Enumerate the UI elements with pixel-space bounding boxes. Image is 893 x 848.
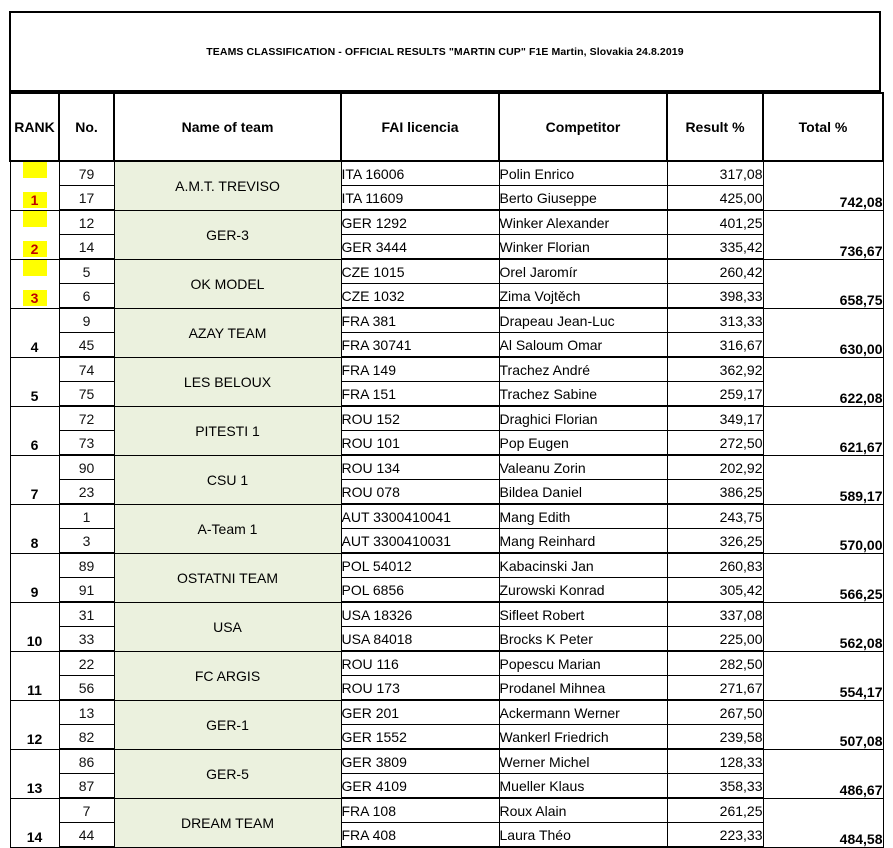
competitor-number: 91 — [59, 578, 114, 603]
table-body — [10, 161, 883, 847]
team-name: CSU 1 — [114, 455, 341, 504]
rank-highlight — [23, 162, 47, 178]
fai-licence: GER 201 — [341, 700, 499, 725]
team-name: OK MODEL — [114, 259, 341, 308]
fai-licence: POL 54012 — [341, 553, 499, 578]
rank-number: 8 — [30, 534, 39, 551]
fai-licence: GER 3809 — [341, 749, 499, 774]
competitor-number: 13 — [59, 700, 114, 725]
competitor-number: 82 — [59, 725, 114, 750]
result-percent: 202,92 — [667, 455, 763, 480]
rank-cell — [10, 504, 59, 553]
competitor-number: 17 — [59, 186, 114, 211]
result-percent: 305,42 — [667, 578, 763, 603]
fai-licence: FRA 30741 — [341, 333, 499, 358]
competitor-name: Bildea Daniel — [499, 480, 667, 505]
rank-cell — [10, 553, 59, 602]
header-competitor: Competitor — [499, 93, 667, 161]
result-percent: 272,50 — [667, 431, 763, 456]
competitor-number: 73 — [59, 431, 114, 456]
competitor-name: Winker Alexander — [499, 210, 667, 235]
fai-licence: FRA 149 — [341, 357, 499, 382]
team-total: 507,08 — [763, 700, 883, 749]
fai-licence: FRA 108 — [341, 798, 499, 823]
competitor-number: 90 — [59, 455, 114, 480]
fai-licence: ROU 101 — [341, 431, 499, 456]
competitor-name: Mang Edith — [499, 504, 667, 529]
competitor-name: Zima Vojtěch — [499, 284, 667, 309]
result-percent: 260,83 — [667, 553, 763, 578]
rank-highlight — [23, 260, 47, 276]
result-percent: 335,42 — [667, 235, 763, 260]
rank-cell — [10, 798, 59, 847]
competitor-name: Trachez Sabine — [499, 382, 667, 407]
rank-cell — [10, 259, 59, 308]
fai-licence: FRA 408 — [341, 823, 499, 848]
team-total: 570,00 — [763, 504, 883, 553]
rank-cell — [10, 357, 59, 406]
competitor-name: Valeanu Zorin — [499, 455, 667, 480]
team-name: A.M.T. TREVISO — [114, 161, 341, 210]
fai-licence: ROU 152 — [341, 406, 499, 431]
team-name: DREAM TEAM — [114, 798, 341, 847]
team-total: 736,67 — [763, 210, 883, 259]
team-total: 621,67 — [763, 406, 883, 455]
header-no: No. — [59, 93, 114, 161]
result-percent: 225,00 — [667, 627, 763, 652]
competitor-number: 14 — [59, 235, 114, 260]
fai-licence: ROU 173 — [341, 676, 499, 701]
rank-cell — [10, 210, 59, 259]
team-name: GER-3 — [114, 210, 341, 259]
team-total: 742,08 — [763, 161, 883, 210]
competitor-name: Trachez André — [499, 357, 667, 382]
competitor-number: 23 — [59, 480, 114, 505]
result-percent: 223,33 — [667, 823, 763, 848]
rank-number: 4 — [30, 338, 39, 355]
fai-licence: GER 3444 — [341, 235, 499, 260]
competitor-name: Mang Reinhard — [499, 529, 667, 554]
rank-cell — [10, 749, 59, 798]
result-percent: 337,08 — [667, 602, 763, 627]
competitor-number: 44 — [59, 823, 114, 848]
result-percent: 316,67 — [667, 333, 763, 358]
competitor-number: 89 — [59, 553, 114, 578]
table-row — [10, 651, 883, 676]
competitor-number: 22 — [59, 651, 114, 676]
competitor-name: Draghici Florian — [499, 406, 667, 431]
team-name: FC ARGIS — [114, 651, 341, 700]
team-results-table — [9, 92, 884, 848]
table-row — [10, 406, 883, 431]
rank-number: 11 — [27, 681, 42, 698]
fai-licence: GER 1552 — [341, 725, 499, 750]
table-row — [10, 308, 883, 333]
result-percent: 282,50 — [667, 651, 763, 676]
competitor-name: Zurowski Konrad — [499, 578, 667, 603]
competitor-name: Laura Théo — [499, 823, 667, 848]
competitor-name: Wankerl Friedrich — [499, 725, 667, 750]
competitor-number: 7 — [59, 798, 114, 823]
table-row — [10, 357, 883, 382]
competitor-number: 31 — [59, 602, 114, 627]
competitor-name: Prodanel Mihnea — [499, 676, 667, 701]
result-percent: 267,50 — [667, 700, 763, 725]
competitor-name: Polin Enrico — [499, 161, 667, 186]
team-name: LES BELOUX — [114, 357, 341, 406]
competitor-number: 79 — [59, 161, 114, 186]
team-name: PITESTI 1 — [114, 406, 341, 455]
fai-licence: USA 84018 — [341, 627, 499, 652]
competitor-name: Mueller Klaus — [499, 774, 667, 799]
fai-licence: USA 18326 — [341, 602, 499, 627]
header-row — [10, 93, 883, 161]
team-total: 658,75 — [763, 259, 883, 308]
header-team: Name of team — [114, 93, 341, 161]
fai-licence: GER 4109 — [341, 774, 499, 799]
competitor-number: 72 — [59, 406, 114, 431]
rank-cell — [10, 161, 59, 210]
result-percent: 398,33 — [667, 284, 763, 309]
result-percent: 259,17 — [667, 382, 763, 407]
result-percent: 326,25 — [667, 529, 763, 554]
competitor-number: 33 — [59, 627, 114, 652]
table-row — [10, 553, 883, 578]
team-name: AZAY TEAM — [114, 308, 341, 357]
competitor-name: Kabacinski Jan — [499, 553, 667, 578]
rank-number: 10 — [26, 632, 43, 649]
competitor-number: 1 — [59, 504, 114, 529]
rank-number: 12 — [26, 730, 43, 747]
team-total: 622,08 — [763, 357, 883, 406]
result-percent: 425,00 — [667, 186, 763, 211]
header-total: Total % — [763, 93, 883, 161]
team-name: GER-1 — [114, 700, 341, 749]
result-percent: 401,25 — [667, 210, 763, 235]
team-total: 486,67 — [763, 749, 883, 798]
rank-number: 1 — [23, 192, 47, 208]
fai-licence: GER 1292 — [341, 210, 499, 235]
result-percent: 239,58 — [667, 725, 763, 750]
result-percent: 362,92 — [667, 357, 763, 382]
table-row — [10, 602, 883, 627]
header-fai: FAI licencia — [341, 93, 499, 161]
rank-number: 14 — [26, 828, 43, 845]
table-row — [10, 798, 883, 823]
rank-cell — [10, 602, 59, 651]
fai-licence: ROU 116 — [341, 651, 499, 676]
competitor-number: 5 — [59, 259, 114, 284]
table-row — [10, 259, 883, 284]
rank-number: 5 — [30, 387, 39, 404]
competitor-name: Drapeau Jean-Luc — [499, 308, 667, 333]
rank-number: 2 — [23, 241, 47, 257]
header-result: Result % — [667, 93, 763, 161]
competitor-number: 86 — [59, 749, 114, 774]
team-name: USA — [114, 602, 341, 651]
team-name: OSTATNI TEAM — [114, 553, 341, 602]
fai-licence: POL 6856 — [341, 578, 499, 603]
competitor-number: 3 — [59, 529, 114, 554]
rank-cell — [10, 455, 59, 504]
competitor-number: 74 — [59, 357, 114, 382]
table-row — [10, 749, 883, 774]
team-name: A-Team 1 — [114, 504, 341, 553]
competitor-name: Brocks K Peter — [499, 627, 667, 652]
competitor-number: 45 — [59, 333, 114, 358]
fai-licence: CZE 1015 — [341, 259, 499, 284]
fai-licence: ROU 078 — [341, 480, 499, 505]
table-row — [10, 161, 883, 186]
rank-cell — [10, 700, 59, 749]
team-total: 554,17 — [763, 651, 883, 700]
result-percent: 313,33 — [667, 308, 763, 333]
team-total: 484,58 — [763, 798, 883, 847]
team-total: 630,00 — [763, 308, 883, 357]
rank-number: 9 — [30, 583, 39, 600]
competitor-number: 12 — [59, 210, 114, 235]
rank-highlight — [23, 211, 47, 227]
result-percent: 358,33 — [667, 774, 763, 799]
rank-cell — [10, 651, 59, 700]
competitor-number: 87 — [59, 774, 114, 799]
competitor-number: 56 — [59, 676, 114, 701]
fai-licence: ITA 11609 — [341, 186, 499, 211]
competitor-name: Orel Jaromír — [499, 259, 667, 284]
result-percent: 349,17 — [667, 406, 763, 431]
competitor-name: Roux Alain — [499, 798, 667, 823]
rank-number: 13 — [26, 779, 43, 796]
competitor-name: Popescu Marian — [499, 651, 667, 676]
header-rank: RANK — [10, 93, 59, 161]
fai-licence: AUT 3300410031 — [341, 529, 499, 554]
fai-licence: FRA 151 — [341, 382, 499, 407]
competitor-name: Berto Giuseppe — [499, 186, 667, 211]
rank-cell — [10, 406, 59, 455]
competitor-name: Al Saloum Omar — [499, 333, 667, 358]
competitor-name: Sifleet Robert — [499, 602, 667, 627]
rank-cell — [10, 308, 59, 357]
fai-licence: FRA 381 — [341, 308, 499, 333]
table-row — [10, 210, 883, 235]
fai-licence: CZE 1032 — [341, 284, 499, 309]
result-percent: 271,67 — [667, 676, 763, 701]
competitor-name: Pop Eugen — [499, 431, 667, 456]
table-row — [10, 700, 883, 725]
rank-number: 6 — [30, 436, 39, 453]
page-title: TEAMS CLASSIFICATION - OFFICIAL RESULTS "MARTIN CUP" F1E Martin, Slovakia 24.8.2019 — [9, 11, 881, 92]
team-total: 589,17 — [763, 455, 883, 504]
competitor-number: 9 — [59, 308, 114, 333]
result-percent: 317,08 — [667, 161, 763, 186]
result-percent: 128,33 — [667, 749, 763, 774]
competitor-number: 6 — [59, 284, 114, 309]
table-row — [10, 504, 883, 529]
fai-licence: ROU 134 — [341, 455, 499, 480]
team-total: 562,08 — [763, 602, 883, 651]
result-percent: 261,25 — [667, 798, 763, 823]
fai-licence: ITA 16006 — [341, 161, 499, 186]
result-percent: 386,25 — [667, 480, 763, 505]
team-name: GER-5 — [114, 749, 341, 798]
team-total: 566,25 — [763, 553, 883, 602]
competitor-name: Werner Michel — [499, 749, 667, 774]
result-percent: 243,75 — [667, 504, 763, 529]
competitor-name: Ackermann Werner — [499, 700, 667, 725]
competitor-name: Winker Florian — [499, 235, 667, 260]
rank-number: 3 — [23, 290, 47, 306]
table-row — [10, 455, 883, 480]
result-percent: 260,42 — [667, 259, 763, 284]
competitor-number: 75 — [59, 382, 114, 407]
fai-licence: AUT 3300410041 — [341, 504, 499, 529]
rank-number: 7 — [30, 485, 39, 502]
